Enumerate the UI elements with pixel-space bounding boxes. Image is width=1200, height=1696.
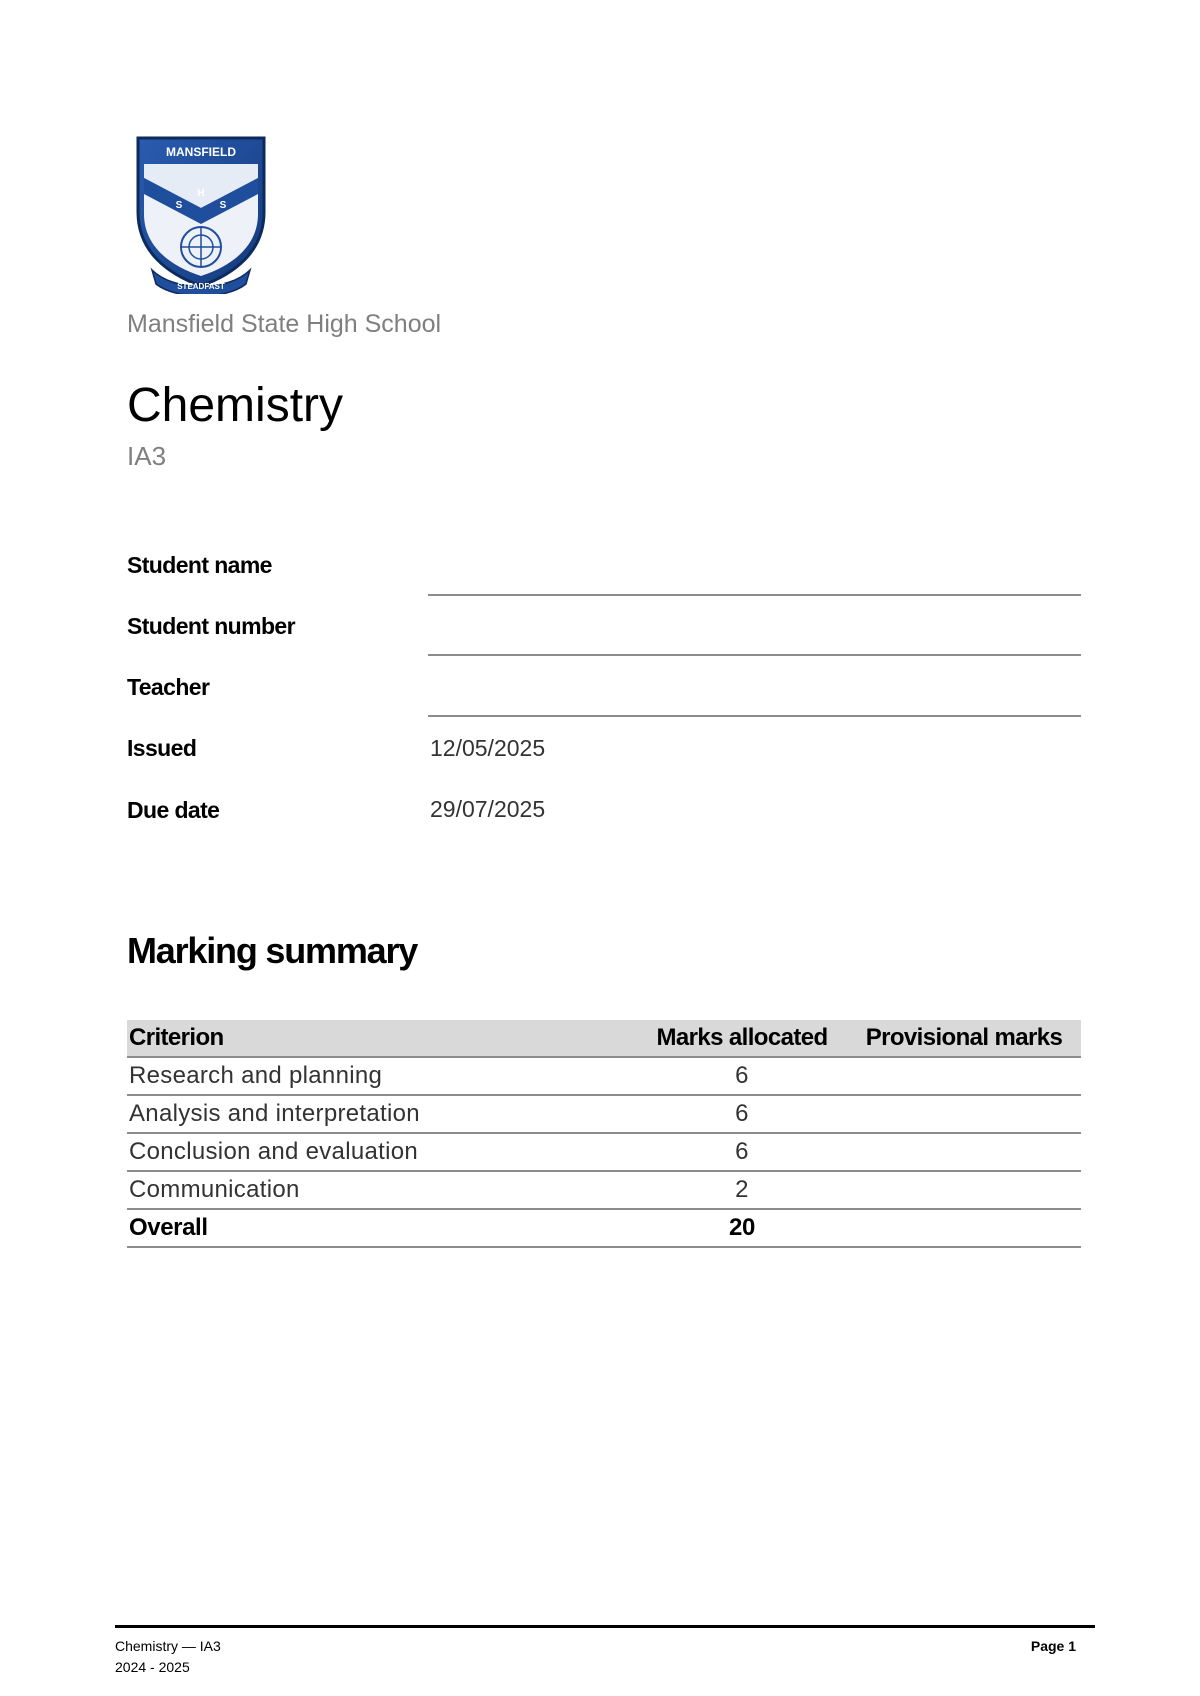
- footer-left: [115, 1636, 221, 1678]
- teacher-label: Teacher: [127, 674, 210, 700]
- column-header-criterion: Criterion: [127, 1020, 637, 1057]
- marks-allocated-cell: 6: [637, 1095, 847, 1133]
- provisional-marks-cell[interactable]: [847, 1057, 1081, 1095]
- table-row: [127, 1057, 1081, 1095]
- overall-marks-allocated: 20: [637, 1209, 847, 1247]
- assessment-code: IA3: [127, 441, 167, 471]
- marks-allocated-cell: 2: [637, 1171, 847, 1209]
- due-date-label: Due date: [127, 797, 220, 823]
- provisional-marks-cell[interactable]: [847, 1133, 1081, 1171]
- overall-provisional-marks[interactable]: [847, 1209, 1081, 1247]
- issued-value: 12/05/2025: [430, 735, 546, 761]
- footer-divider: [115, 1625, 1095, 1628]
- marking-summary-table: [127, 1020, 1081, 1248]
- svg-text:S: S: [175, 200, 183, 211]
- issued-label: Issued: [127, 735, 197, 761]
- footer-page-number: Page 1: [1030, 1638, 1076, 1654]
- criterion-cell: Analysis and interpretation: [127, 1095, 637, 1133]
- footer-year: 2024 - 2025: [115, 1659, 190, 1675]
- teacher-field[interactable]: [428, 715, 1081, 717]
- due-date-value: 29/07/2025: [430, 796, 546, 822]
- student-number-label: Student number: [127, 613, 295, 639]
- provisional-marks-cell[interactable]: [847, 1171, 1081, 1209]
- criterion-cell: Conclusion and evaluation: [127, 1133, 637, 1171]
- table-row: [127, 1171, 1081, 1209]
- svg-text:H: H: [197, 188, 205, 199]
- footer-document-title: Chemistry — IA3: [115, 1638, 221, 1654]
- subject-title: Chemistry: [127, 379, 344, 432]
- marking-summary-heading: Marking summary: [127, 930, 418, 971]
- criterion-cell: Research and planning: [127, 1057, 637, 1095]
- criterion-cell: Communication: [127, 1171, 637, 1209]
- overall-row: [127, 1209, 1081, 1247]
- table-header-row: [127, 1020, 1081, 1057]
- svg-text:S: S: [219, 200, 227, 211]
- student-name-field[interactable]: [428, 594, 1081, 596]
- school-crest-logo: [134, 134, 268, 294]
- table-row: [127, 1133, 1081, 1171]
- student-name-label: Student name: [127, 552, 272, 578]
- student-number-field[interactable]: [428, 654, 1081, 656]
- provisional-marks-cell[interactable]: [847, 1095, 1081, 1133]
- table-row: [127, 1095, 1081, 1133]
- svg-text:STEADFAST: STEADFAST: [177, 282, 225, 291]
- svg-text:MANSFIELD: MANSFIELD: [166, 145, 236, 159]
- school-name: Mansfield State High School: [127, 310, 442, 338]
- marks-allocated-cell: 6: [637, 1057, 847, 1095]
- marks-allocated-cell: 6: [637, 1133, 847, 1171]
- column-header-marks-allocated: Marks allocated: [637, 1020, 847, 1057]
- column-header-provisional-marks: Provisional marks: [847, 1020, 1081, 1057]
- overall-label: Overall: [127, 1209, 637, 1247]
